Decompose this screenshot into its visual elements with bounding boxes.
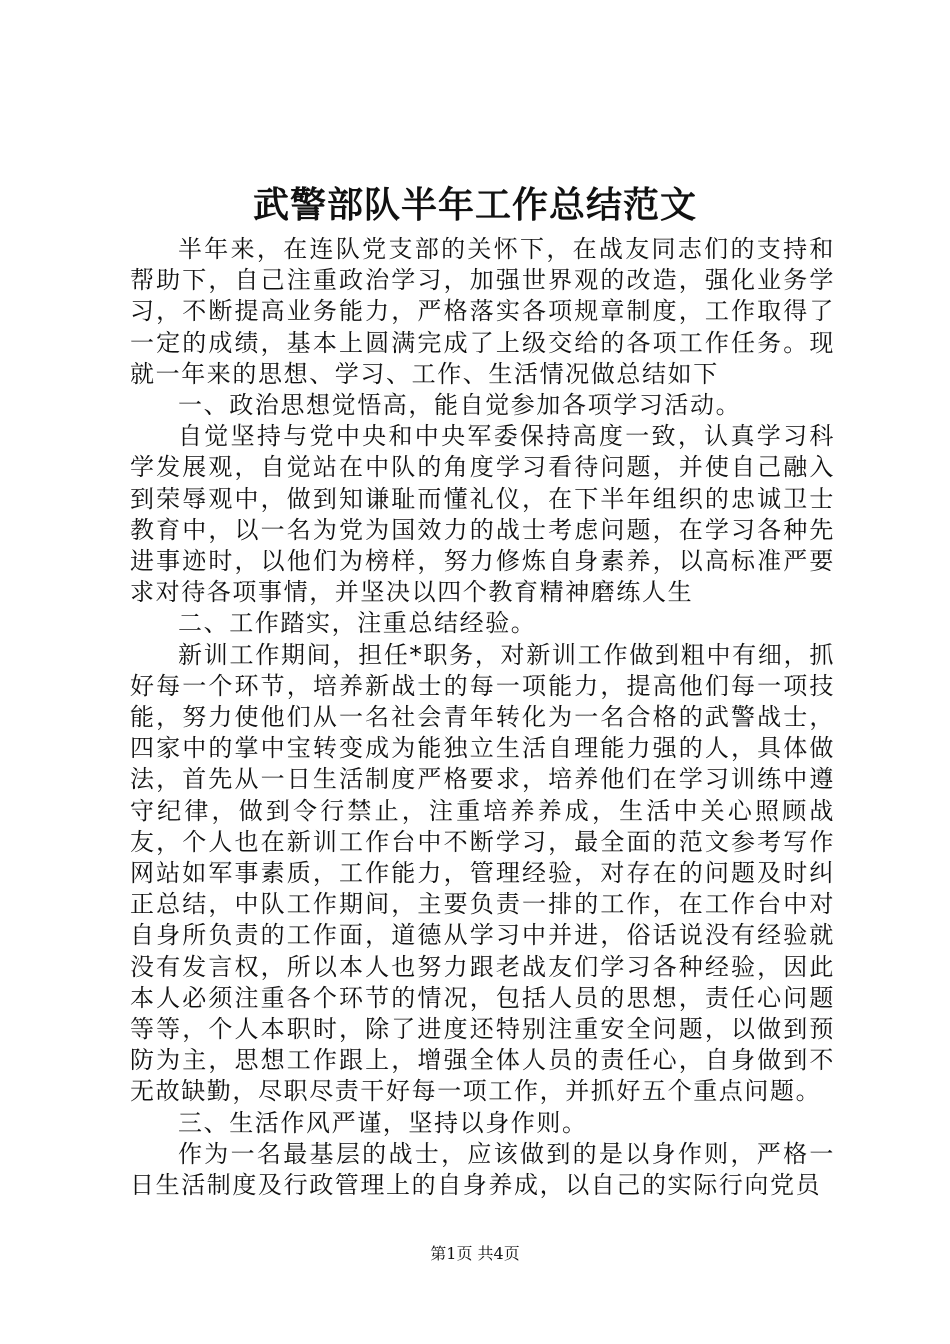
paragraph-section-2: 新训工作期间，担任*职务，对新训工作做到粗中有细，抓好每一个环节，培养新战士的每一项能力，提高他们每一项技能，努力使他们从一名社会青年转化为一名合格的武警战士，四家中的掌中宝转变成为能独立生活自理能力强的人，具体做法，首先从一日生活制度严格要求，培养他们在学习训练中遵守纪律，做到令行禁止，注重培养养成，生活中关心照顾战友，个人也在新训工作台中不断学习，最全面的范文参考写作网站如军事素质，工作能力，管理经验，对存在的问题及时纠正总结，中队工作期间，主要负责一排的工作，在工作台中对自身所负责的工作面，道德从学习中并进，俗话说没有经验就没有发言权，所以本人也努力跟老战友们学习各种经验，因此本人必须注重各个环节的情况，包括人员的思想，责任心问题等等，个人本职时，除了进度还特别注重安全问题，以做到预防为主，思想工作跟上，增强全体人员的责任心，自身做到不无故缺勤，尽职尽责干好每一项工作，并抓好五个重点问题。 (130, 640, 835, 1106)
heading-section-3: 三、生活作风严谨，坚持以身作则。 (178, 1108, 588, 1137)
document-title: 武警部队半年工作总结范文 (252, 184, 697, 226)
paragraph-section-3: 作为一名最基层的战士，应该做到的是以身作则，严格一日生活制度及行政管理上的自身养成，以自己的实际行向党员 (130, 1139, 835, 1200)
document-body (130, 234, 835, 1201)
heading-section-1: 一、政治思想觉悟高，能自觉参加各项学习活动。 (178, 391, 742, 420)
page-number-footer: 第1页 共4页 (430, 1244, 520, 1263)
paragraph-intro: 半年来，在连队党支部的关怀下，在战友同志们的支持和帮助下，自己注重政治学习，加强世界观的改造，强化业务学习，不断提高业务能力，严格落实各项规章制度，工作取得了一定的成绩，基本上圆满完成了上级交给的各项工作任务。现就一年来的思想、学习、工作、生活情况做总结如下 (130, 235, 835, 388)
heading-section-2: 二、工作踏实，注重总结经验。 (178, 609, 537, 638)
paragraph-section-1: 自觉坚持与党中央和中央军委保持高度一致，认真学习科学发展观，自觉站在中队的角度学习看待问题，并使自己融入到荣辱观中，做到知谦耻而懂礼仪，在下半年组织的忠诚卫士教育中，以一名为党为国效力的战士考虑问题，在学习各种先进事迹时，以他们为榜样，努力修炼自身素养，以高标准严要求对待各项事情，并坚决以四个教育精神磨练人生 (130, 422, 835, 607)
